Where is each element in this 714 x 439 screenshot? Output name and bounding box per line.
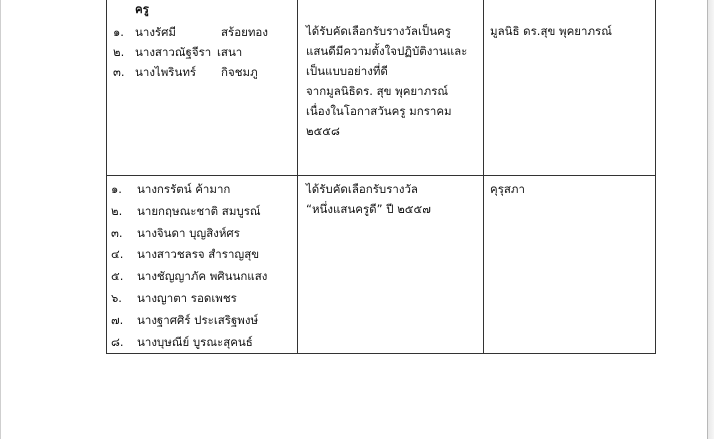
award-line: ได้รับคัดเลือกรับรางวัล [306, 182, 418, 196]
item-number: ๒. [113, 45, 125, 59]
family-name: สร้อยทอง [221, 25, 268, 39]
person-name: นางญาตา รอดเพชร [137, 290, 237, 305]
item-number: ๒. [111, 203, 123, 218]
organization-name: คุรุสภา [490, 182, 525, 196]
organization-cell [484, 0, 656, 176]
given-name: นางรัศมี [135, 25, 176, 39]
list-item [113, 22, 297, 42]
item-number: ๓. [111, 225, 123, 240]
item-number: ๗. [111, 312, 124, 327]
list-item [111, 223, 297, 245]
given-name: นางสาวณัฐจีรา [135, 45, 212, 59]
list-item [111, 266, 297, 288]
family-name: กิจชมภู [221, 65, 258, 79]
person-name: นางชัญญาภัค พศินนกแสง [137, 269, 268, 284]
organization-name: มูลนิธิ ดร.สุข พุคยาภรณ์ [490, 24, 612, 38]
item-number: ๑. [111, 182, 122, 196]
award-cell [298, 176, 484, 354]
award-line: “หนึ่งแสนครูดี” ปี ๒๕๕๗ [306, 202, 431, 216]
list-item [111, 244, 297, 266]
item-number: ๑. [113, 25, 124, 39]
item-number: ๖. [111, 290, 122, 305]
list-item [111, 288, 297, 310]
recipients-cell [107, 0, 298, 176]
item-number: ๕. [111, 269, 124, 284]
viewer-scroll-gutter [708, 0, 714, 439]
given-name: นางไพรินทร์ [135, 65, 197, 79]
group-heading: ครู [135, 2, 149, 16]
page-left-border [0, 0, 1, 439]
award-line: จากมูลนิธิดร. สุข พุคยาภรณ์ [306, 84, 449, 98]
item-number: ๘. [111, 334, 124, 349]
recipients-cell [107, 176, 298, 354]
award-line: เนื่องในโอกาสวันครู มกราคม [306, 104, 452, 118]
award-cell [298, 0, 484, 176]
person-name: นางฐาศศิร์ ประเสริฐพงษ์ [137, 312, 259, 327]
person-name: นางบุษณีย์ บูรณะสุคนธ์ [137, 334, 253, 349]
award-line: เป็นแบบอย่างที่ดี [306, 64, 388, 78]
list-item [113, 62, 297, 82]
person-name: นางสาวชลรจ สำราญสุข [137, 247, 260, 262]
table-row [107, 176, 656, 354]
person-name: นางจินดา บุญสิงห์ศร [137, 225, 240, 240]
item-number: ๓. [113, 65, 125, 79]
list-item [113, 42, 297, 62]
award-line: ๒๕๕๘ [306, 124, 340, 138]
awards-table [106, 0, 656, 354]
organization-cell [484, 176, 656, 354]
table-row [107, 0, 656, 176]
list-item [111, 179, 297, 201]
list-item [111, 310, 297, 332]
award-line: แสนดีมีความตั้งใจปฏิบัติงานและ [306, 44, 468, 58]
list-item [111, 332, 297, 354]
award-line: ได้รับคัดเลือกรับรางวัลเป็นครู [306, 24, 451, 38]
family-name: เสนา [217, 45, 243, 59]
item-number: ๔. [111, 247, 124, 262]
person-name: นางกรรัตน์ ค้ามาก [137, 182, 231, 196]
person-name: นายกฤษณะชาติ สมบูรณ์ [137, 203, 261, 218]
list-item [111, 201, 297, 223]
